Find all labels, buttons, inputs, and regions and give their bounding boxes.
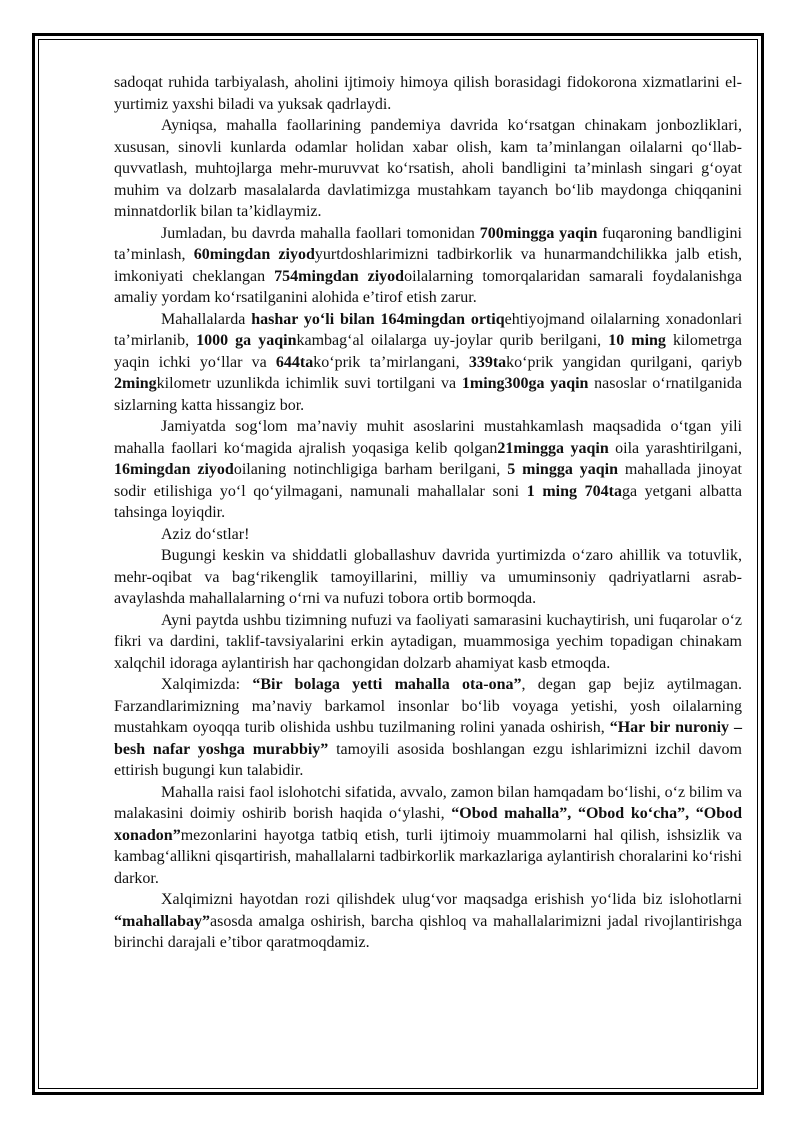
bold-text-run: 16mingdan ziyod bbox=[114, 461, 234, 478]
text-run: sadoqat ruhida tarbiyalash, aholini ijtimoiy himoya qilish borasidagi fidokorona xizmatlarini el-yurtimiz yaxshi biladi va yuksak qadrlaydi. bbox=[114, 74, 742, 113]
bold-text-run: 1 ming 704ta bbox=[526, 482, 622, 500]
bold-text-run: 2ming bbox=[114, 375, 157, 392]
text-run: ehtiyojmand oilalarning xonadonlari ta’mirlanib, bbox=[114, 310, 743, 349]
bold-text-run: “mahallabay” bbox=[114, 912, 211, 930]
paragraph-p4 bbox=[114, 416, 742, 524]
paragraph-p9 bbox=[114, 782, 742, 890]
bold-text-run: 21mingga yaqin bbox=[497, 439, 609, 457]
text-run: kilometr uzunlikda ichimlik suvi tortilgani va bbox=[156, 375, 462, 392]
text-run: mahallada jinoyat sodir etilishiga yo‘l qo‘yilmagani, namunali mahallalar soni bbox=[114, 461, 742, 500]
bold-text-run: 700mingga yaqin bbox=[479, 224, 598, 242]
bold-text-run: 10 ming bbox=[608, 332, 666, 349]
text-run: Ayni paytda ushbu tizimning nufuzi va faoliyati samarasini kuchaytirish, uni fuqarolar o‘z fikri va dardini, taklif-tavsiyalarini erkin aytadigan, muammosiga yechim topadigan chinakam xalqchil idoraga aylantirish har qachongidan dolzarb ahamiyat kasb etmoqda. bbox=[114, 611, 742, 672]
text-run: ko‘prik ta’mirlangani, bbox=[313, 353, 469, 371]
text-run: fuqaroning bandligini ta’minlash, bbox=[114, 224, 743, 263]
text-run: Mahallalarda bbox=[161, 310, 252, 328]
paragraph-p0 bbox=[114, 72, 742, 115]
paragraph-p7 bbox=[114, 610, 742, 675]
text-run: Jamiyatda sog‘lom ma’naviy muhit asoslarini mustahkamlash maqsadida o‘tgan yili mahalla faollari ko‘magida ajralish yoqasiga kelib qolgan bbox=[114, 418, 742, 457]
text-run: tamoyili asosida boshlangan ezgu ishlarimizni izchil davom ettirish bugungi kun talabidir. bbox=[114, 740, 742, 779]
paragraph-p6 bbox=[114, 545, 742, 610]
text-run: Mahalla raisi faol islohotchi sifatida, avvalo, zamon bilan hamqadam bo‘lishi, o‘z bilim va malakasini doimiy oshirib borish haqida o‘ylashi, bbox=[114, 783, 742, 822]
bold-text-run: “Har bir nuroniy – besh nafar yoshga murabbiy” bbox=[114, 719, 742, 758]
text-run: Ayniqsa, mahalla faollarining pandemiya davrida ko‘rsatgan chinakam jonbozliklari, xususan, sinovli kunlarda odamlar holidan xabar olish, kam ta’minlangan oilalarni qo‘llab-quvvatlash, muhtojlarga mehr-muruvvat ko‘rsatish, aholi bandligini ta’minlash singari g‘oyat muhim va dolzarb masalalarda davlatimizga mustahkam tayanch bo‘lib maydonga chiqqanini minnatdorlik bilan ta’kidlaymiz. bbox=[114, 117, 742, 220]
text-run: kambag‘al oilalarga uy-joylar qurib berilgani, bbox=[296, 332, 609, 349]
paragraph-p3 bbox=[114, 309, 742, 417]
text-run: Bugungi keskin va shiddatli globallashuv davrida yurtimizda o‘zaro ahillik va totuvlik, mehr-oqibat va bag‘rikenglik tamoyillarini, milliy va umuminsoniy qadriyatlarni asrab-avaylashda mahallalarning o‘rni va nufuzi tobora ortib bormoqda. bbox=[114, 547, 742, 607]
paragraph-p1 bbox=[114, 115, 742, 223]
text-run: oilaning notinchligiga barham berilgani, bbox=[233, 461, 508, 478]
text-run: Xalqimizda: bbox=[161, 676, 253, 693]
document-body bbox=[114, 72, 742, 954]
text-run: ko‘prik yangidan qurilgani, qariyb bbox=[506, 353, 743, 371]
bold-text-run: 644ta bbox=[275, 353, 314, 371]
bold-text-run: hashar yo‘li bilan 164mingdan ortiq bbox=[251, 310, 505, 328]
text-run: yurtdoshlarimizni tadbirkorlik va hunarmandchilikka jalb etish, imkoniyati cheklangan bbox=[114, 246, 743, 285]
text-run: nasoslar o‘rnatilganida sizlarning katta hissangiz bor. bbox=[114, 375, 743, 414]
text-run: oila yarashtirilgani, bbox=[608, 439, 743, 457]
paragraph-p5 bbox=[114, 524, 742, 546]
bold-text-run: 60mingdan ziyod bbox=[193, 246, 315, 263]
bold-text-run: 1000 ga yaqin bbox=[196, 332, 297, 349]
text-run: , degan gap bejiz aytilmagan. Farzandlarimizning ma’naviy barkamol insonlar bo‘lib voyaga yetishi, yosh oilalarning mustahkam oyoqqa turib olishida ushbu tuzilmaning rolini yanada oshirish, bbox=[114, 676, 742, 736]
text-run: Xalqimizni hayotdan rozi qilishdek ulug‘vor maqsadga erishish yo‘lida biz islohotlarni bbox=[161, 891, 742, 908]
text-run: Aziz do‘stlar! bbox=[161, 525, 250, 543]
bold-text-run: 339ta bbox=[468, 353, 507, 371]
text-run: oilalarning tomorqalaridan samarali foydalanishga amaliy yordam ko‘rsatilganini alohida e’tirof etish zarur. bbox=[114, 267, 743, 306]
text-run: mezonlarini hayotga tatbiq etish, turli ijtimoiy muammolarni hal qilish, ishsizlik va kambag‘allikni qisqartirish, mahallalarni tadbirkorlik markazlariga aylantirish choralarini ko‘rishi darkor. bbox=[114, 826, 742, 887]
paragraph-p2 bbox=[114, 223, 742, 309]
paragraph-p10 bbox=[114, 889, 742, 954]
bold-text-run: “Bir bolaga yetti mahalla ota-ona” bbox=[252, 676, 522, 693]
paragraph-p8 bbox=[114, 674, 742, 782]
text-run: Jumladan, bu davrda mahalla faollari tomonidan bbox=[161, 224, 480, 242]
bold-text-run: 5 mingga yaqin bbox=[507, 461, 618, 478]
text-run: ga yetgani albatta tahsinga loyiqdir. bbox=[114, 482, 743, 521]
text-run: asosda amalga oshirish, barcha qishloq va mahallalarimizni jadal rivojlantirishga birinchi darajali e’tibor qaratmoqdamiz. bbox=[114, 912, 742, 951]
bold-text-run: “Obod mahalla”, “Obod ko‘cha”, “Obod xonadon” bbox=[114, 805, 742, 844]
bold-text-run: 754mingdan ziyod bbox=[274, 267, 405, 285]
text-run: kilometrga yaqin ichki yo‘llar va bbox=[114, 332, 742, 371]
bold-text-run: 1ming300ga yaqin bbox=[461, 375, 589, 392]
